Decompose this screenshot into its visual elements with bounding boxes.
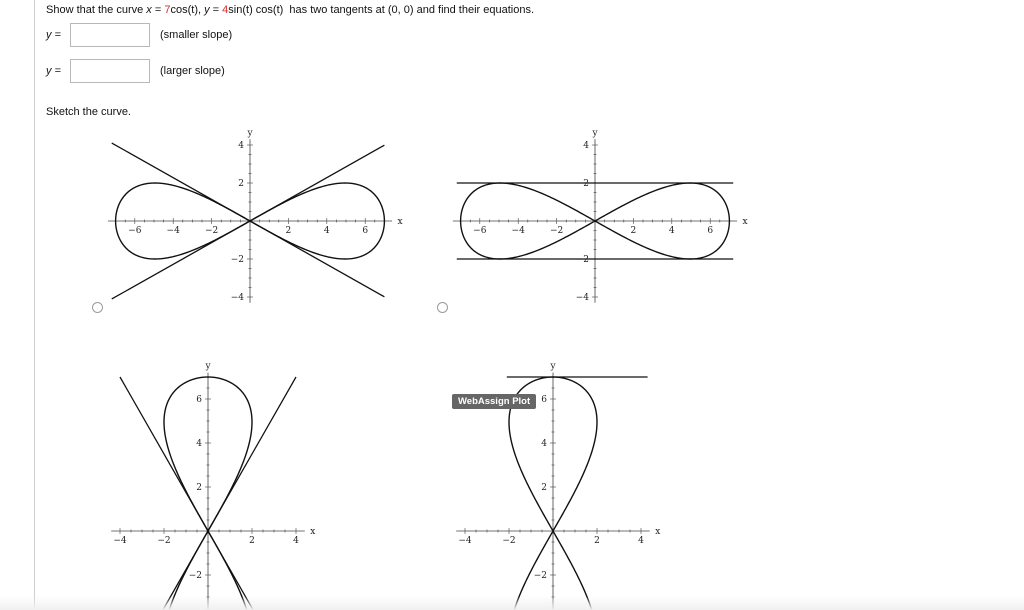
- bottom-fade: [0, 596, 1024, 610]
- plot-b: [445, 125, 755, 315]
- y-tick-label: −2: [188, 571, 202, 581]
- x-tick-label: 6: [707, 226, 714, 236]
- radio-option-b[interactable]: [437, 302, 448, 313]
- x-tick-label: 4: [668, 226, 675, 236]
- answer-note-smaller: (smaller slope): [160, 29, 233, 41]
- y-tick-label: −4: [575, 293, 589, 303]
- answer-note-larger: (larger slope): [160, 65, 225, 77]
- y-coefficient: 4: [222, 4, 229, 16]
- x-tick-label: −2: [204, 226, 219, 236]
- x-tick-label: 2: [630, 226, 637, 236]
- x-tick-label: −6: [128, 226, 142, 236]
- x-tick-label: −4: [458, 536, 472, 546]
- eq-sign-2: =: [212, 4, 220, 16]
- y-tick-label: −2: [533, 571, 547, 581]
- x-tick-label: 4: [323, 226, 330, 236]
- y-tick-label: 4: [196, 439, 202, 449]
- x-tick-label: 2: [249, 536, 255, 546]
- x-tick-label: −2: [157, 536, 171, 546]
- x-axis-label: x: [310, 527, 316, 537]
- y-function: sin(t) cos(t): [228, 4, 284, 16]
- y-tick-label: 2: [583, 179, 589, 189]
- y-tick-label: 6: [541, 395, 547, 405]
- y-tick-label: −4: [230, 293, 244, 303]
- y-axis-label: y: [247, 128, 253, 139]
- x-function: cos(t),: [170, 4, 202, 16]
- tangent-line: [112, 143, 385, 297]
- y-axis-label: y: [592, 128, 598, 139]
- radio-option-a[interactable]: [92, 302, 103, 313]
- x-axis-label: x: [397, 217, 403, 227]
- question-suffix: has two tangents at (0, 0) and find their equations.: [289, 4, 535, 16]
- y-tick-label: 6: [196, 395, 202, 405]
- plot-a: [100, 125, 410, 315]
- x-var: x: [146, 4, 152, 16]
- left-border: [34, 0, 35, 610]
- y-axis-label: y: [205, 361, 211, 372]
- y-tick-label: 4: [583, 141, 589, 151]
- x-tick-label: −4: [166, 226, 180, 236]
- answer-input-larger-slope[interactable]: [70, 59, 150, 83]
- answer-row-smaller: [46, 22, 232, 48]
- x-tick-label: 6: [362, 226, 369, 236]
- question-text: [46, 4, 534, 16]
- x-tick-label: −6: [473, 226, 487, 236]
- y-tick-label: 4: [238, 141, 244, 151]
- x-tick-label: −4: [113, 536, 127, 546]
- x-tick-label: 4: [638, 536, 644, 546]
- x-tick-label: 4: [293, 536, 299, 546]
- answer-input-smaller-slope[interactable]: [70, 23, 150, 47]
- x-coefficient: 7: [164, 4, 171, 16]
- answer-label: y =: [46, 65, 61, 77]
- answer-row-larger: [46, 58, 225, 84]
- x-tick-label: −2: [549, 226, 564, 236]
- y-tick-label: 4: [541, 439, 547, 449]
- tangent-line: [112, 145, 385, 299]
- x-tick-label: −2: [502, 536, 516, 546]
- y-tick-label: 2: [196, 483, 202, 493]
- x-tick-label: 2: [594, 536, 600, 546]
- y-axis-label: y: [550, 361, 556, 372]
- plot-d: [445, 348, 675, 610]
- webassign-plot-badge: WebAssign Plot: [452, 394, 536, 409]
- question-prefix: Show that the curve: [46, 4, 144, 16]
- y-tick-label: −2: [230, 255, 244, 265]
- y-tick-label: 2: [238, 179, 244, 189]
- x-axis-label: x: [655, 527, 661, 537]
- answer-label: y =: [46, 29, 61, 41]
- eq-sign: =: [154, 4, 162, 16]
- x-axis-label: x: [742, 217, 748, 227]
- y-var: y: [204, 4, 210, 16]
- y-tick-label: 2: [541, 483, 547, 493]
- y-tick-label: −2: [575, 255, 589, 265]
- x-tick-label: 2: [285, 226, 292, 236]
- sketch-instruction: Sketch the curve.: [46, 106, 131, 118]
- x-tick-label: −4: [511, 226, 525, 236]
- plot-c: [100, 348, 330, 610]
